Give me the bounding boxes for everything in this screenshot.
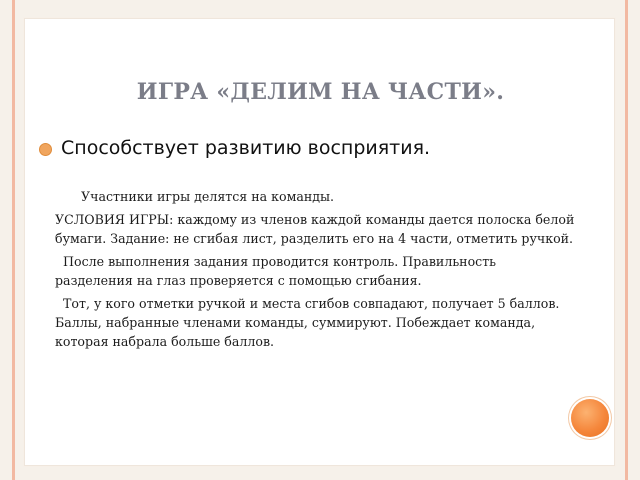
paragraph-participants: Участники игры делятся на команды.	[69, 189, 335, 204]
left-accent-line	[12, 0, 15, 480]
bullet-text: Способствует развитию восприятия.	[61, 137, 431, 159]
game-description	[55, 187, 579, 355]
slide-title: ИГРА «ДЕЛИМ НА ЧАСТИ».	[136, 79, 505, 105]
right-accent-line	[625, 0, 628, 480]
paragraph-conditions: УСЛОВИЯ ИГРЫ: каждому из членов каждой команды дается полоска белой бумаги. Задание: не сгибая лист, разделить его на 4 части, отметить ручкой.	[55, 212, 579, 246]
paragraph-scoring: Тот, у кого отметки ручкой и места сгибов совпадают, получает 5 баллов. Баллы, набранные членами команды, суммируют. Побеждает команда, которая набрала больше баллов.	[55, 296, 564, 349]
bullet-dot-icon	[39, 143, 52, 156]
orange-circle-icon	[571, 399, 609, 437]
bullet-item	[39, 137, 599, 159]
content-panel	[24, 18, 615, 466]
paragraph-control: После выполнения задания проводится контроль. Правильность разделения на глаз проверяется с помощью сгибания.	[55, 254, 501, 288]
